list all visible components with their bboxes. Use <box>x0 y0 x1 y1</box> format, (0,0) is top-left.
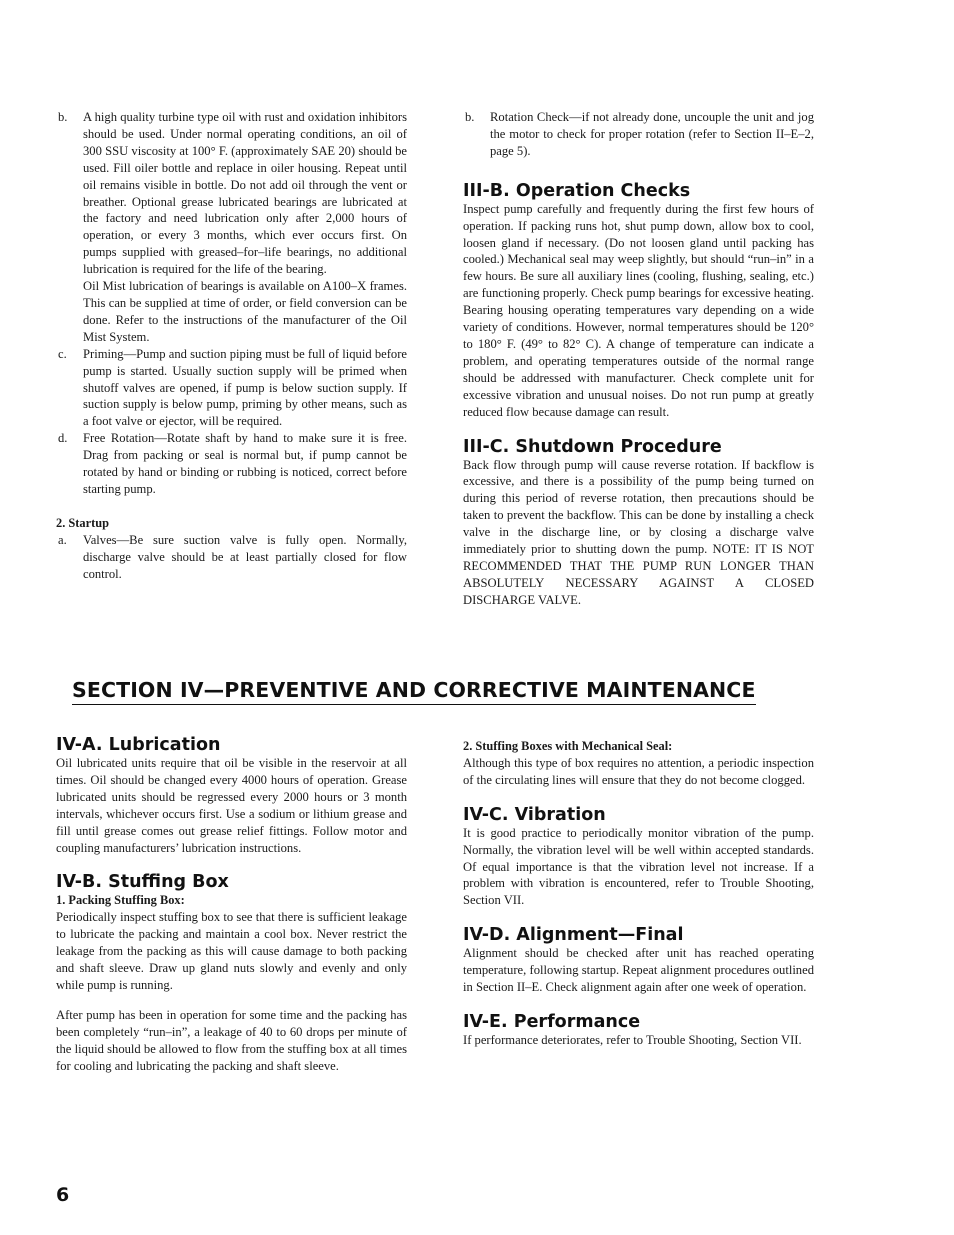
list-item-c-priming <box>56 346 407 431</box>
list-label: c. <box>58 346 67 361</box>
packing-stuffing-box-subheading: 1. Packing Stuffing Box: <box>56 893 185 908</box>
operation-checks-text: Inspect pump carefully and frequently during the first few hours of operation. If packing runs hot, shut pump down, allow box to cool, loosen gland if necessary. (Do not loosen gland until packing has cooled.) Mechanical seal may weep slightly, but should “run–in” in a few hours. Be sure all auxiliary lines (cooling, flushing, sealing, etc.) are functioning properly. Check pump bearings for excessive heating. Bearing housing operating temperatures vary depending on a wide variety of conditions. However, normal temperatures should be 120° to 180° F. (49° to 82° C). A change of temperature can indicate a problem, and operating temperatures outside of the normal range should be addressed with manufacturer. Check complete unit for excessive vibration and unusual noises. Do not run pump at greatly reduced flow because damage can result. <box>463 201 814 419</box>
list-label: a. <box>58 532 67 547</box>
alignment-text: Alignment should be checked after unit has reached operating temperature, following startup. Repeat alignment procedures outlined in Section II–E. Check alignment again after one week of operation. <box>463 946 814 995</box>
list-item-a-valves <box>56 532 407 583</box>
stuffing-box-heading: IV-B. Stuffing Box <box>56 872 229 893</box>
stuffing-box-text-1: Periodically inspect stuffing box to see that there is sufficient leakage to lubricate the packing and maintain a cool box. Never restrict the leakage from the packing as this will cause damage to both packing and shaft sleeve. Draw up gland nuts slowly and evenly and only while pump is running. <box>56 910 407 992</box>
list-label: b. <box>58 110 68 124</box>
free-rotation-text: Free Rotation—Rotate shaft by hand to make sure it is free. Drag from packing or seal is normal but, if pump cannot be rotated by hand or binding or rubbing is noticed, correct before starting pump. <box>83 431 407 496</box>
list-label: d. <box>58 431 68 446</box>
priming-text: Priming—Pump and suction piping must be full of liquid before pump is started. Usually suction supply will be primed when shutoff valves are opened, if pump is below suction supply. If suction supply is below pump, priming by other means, such as a foot valve or ejector, will be required. <box>83 346 407 429</box>
mechanical-seal-text: Although this type of box requires no attention, a periodic inspection of the circulating lines will ensure that they do not become clogged. <box>463 755 814 787</box>
oil-mist-text: Oil Mist lubrication of bearings is available on A100–X frames. This can be supplied at time of order, or field conversion can be done. Refer to the instructions of the manufacturer of the Oil Mist System. <box>83 279 407 344</box>
performance-text: If performance deteriorates, refer to Trouble Shooting, Section VII. <box>463 1032 802 1047</box>
performance-heading: IV-E. Performance <box>463 1011 641 1032</box>
top-left-column <box>56 109 407 582</box>
operation-checks-heading: III-B. Operation Checks <box>463 180 691 201</box>
oil-lubrication-text: A high quality turbine type oil with rust and oxidation inhibitors should be used. Under normal operating conditions, an oil of 300 SSU viscosity at 100° F. (approximately SAE 20) should be used. Fill oiler bottle and replace in oiler housing. Repeat until oil remains visible in bottle. Do not add oil through the vent or breather. Optional grease lubricated bearings are lubricated at the factory and need lubrication only after 2,000 hours of operation, or every 3 months, which ever occurs first. On pumps supplied with greased–for–life bearings, no additional lubrication is required for the life of the bearing. <box>83 110 407 277</box>
alignment-heading: IV-D. Alignment—Final <box>463 925 684 946</box>
page-number: 6 <box>56 1184 70 1206</box>
vibration-text: It is good practice to periodically monitor vibration of the pump. Normally, the vibration level will be well within accepted standards. Of equal importance is that the vibration level not increase. If a problem with vibration is encountered, refer to Trouble Shooting, Section VII. <box>463 825 814 908</box>
stuffing-box-text-2: After pump has been in operation for some time and the packing has been completely “run–in”, a leakage of 40 to 60 drops per minute of the liquid should be allowed to flow from the stuffing box at all times for cooling and lubricating the packing and shaft sleeve. <box>56 1007 407 1073</box>
shutdown-heading: III-C. Shutdown Procedure <box>463 436 722 457</box>
startup-heading: 2. Startup <box>56 515 110 530</box>
lubrication-heading: IV-A. Lubrication <box>56 735 221 755</box>
top-right-column <box>463 109 814 609</box>
rotation-check-text: Rotation Check—if not already done, uncouple the unit and jog the motor to check for proper rotation (refer to Section II–E–2, page 5). <box>490 110 814 158</box>
vibration-heading: IV-C. Vibration <box>463 804 606 825</box>
bottom-left-column <box>56 735 407 1075</box>
valves-text: Valves—Be sure suction valve is fully open. Normally, discharge valve should be at least partially closed for flow control. <box>83 532 407 581</box>
list-label: b. <box>465 110 475 124</box>
list-item-b-rotation-check <box>463 109 814 160</box>
list-item-b-oil <box>56 109 407 346</box>
mechanical-seal-subheading: 2. Stuffing Boxes with Mechanical Seal: <box>463 739 673 753</box>
section-title: SECTION IV—PREVENTIVE AND CORRECTIVE MAINTENANCE <box>72 677 756 705</box>
shutdown-text: Back flow through pump will cause reverse rotation. If backflow is excessive, and there is a possibility of the pump being turned on during this period of reverse rotation, then precautions should be taken to prevent the backflow. This can be done by installing a check valve in the discharge line, or by closing a discharge valve immediately prior to shutting down the pump. NOTE: IT IS NOT RECOMMENDED THAT THE PUMP RUN LONGER THAN ABSOLUTELY NECESSARY AGAINST A CLOSED DISCHARGE VALVE. <box>463 457 814 607</box>
bottom-right-column <box>463 738 814 1049</box>
lubrication-text: Oil lubricated units require that oil be visible in the reservoir at all times. Oil should be changed every 4000 hours of operation. Grease lubricated units should be regressed every 2000 hours or 3 month intervals, whichever occurs first. Use a sodium or lithium grease and fill until grease comes out grease relief fittings. Follow motor and coupling manufacturers’ lubrication instructions. <box>56 756 407 855</box>
list-item-d-free-rotation <box>56 430 407 498</box>
